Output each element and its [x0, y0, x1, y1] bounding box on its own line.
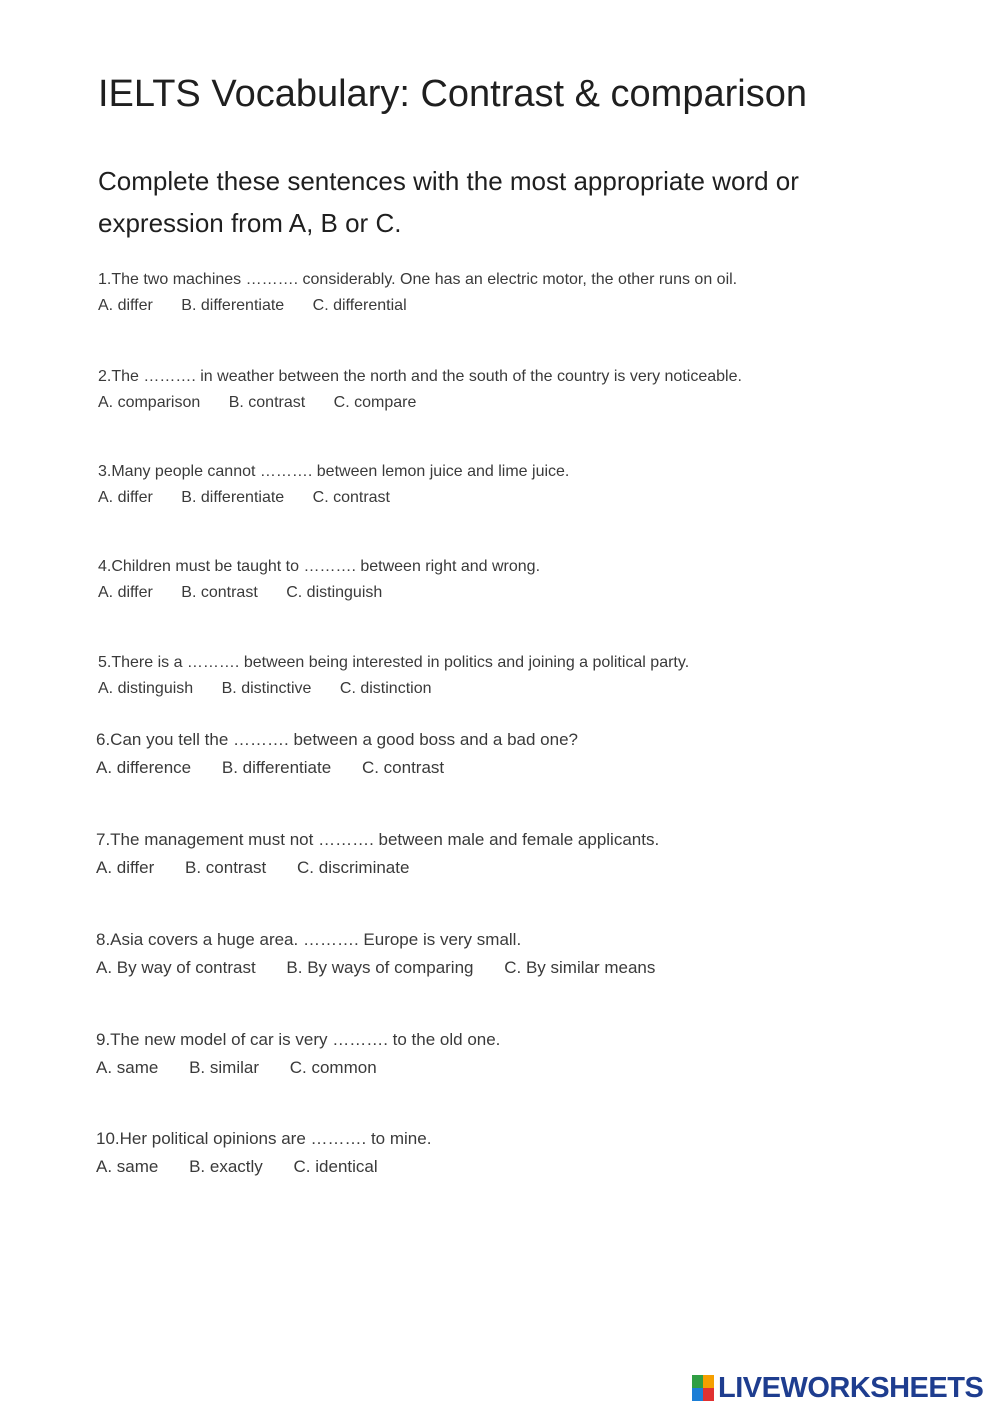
question-5 [98, 653, 918, 699]
question-10 [96, 1129, 916, 1177]
option-c[interactable]: C. contrast [361, 758, 445, 777]
option-c[interactable]: C. compare [333, 394, 417, 411]
option-a[interactable]: A. difference [96, 758, 192, 777]
option-a[interactable]: A. same [96, 1058, 159, 1077]
question-1 [98, 270, 918, 316]
question-text: 3.Many people cannot ………. between lemon juice and lime juice. [98, 463, 570, 480]
liveworksheets-icon [692, 1375, 714, 1401]
option-a[interactable]: A. differ [96, 858, 155, 877]
question-text: 7.The management must not ………. between male and female applicants. [96, 830, 660, 849]
answer-options [96, 1058, 916, 1078]
question-2 [98, 367, 918, 413]
question-text: 6.Can you tell the ………. between a good boss and a bad one? [96, 730, 578, 749]
option-b[interactable]: B. contrast [181, 584, 258, 601]
question-text: 10.Her political opinions are ………. to mine. [96, 1129, 432, 1148]
question-text: 8.Asia covers a huge area. ………. Europe is very small. [96, 930, 522, 949]
option-a[interactable]: A. differ [98, 489, 153, 506]
option-a[interactable]: A. differ [98, 584, 153, 601]
question-7 [96, 830, 916, 878]
option-b[interactable]: B. contrast [185, 858, 267, 877]
brand-name: LIVEWORKSHEETS [718, 1371, 984, 1404]
option-c[interactable]: C. distinction [339, 680, 432, 697]
answer-options [98, 679, 918, 699]
logo-square-red [703, 1388, 714, 1401]
answer-options [96, 858, 916, 878]
question-6 [96, 730, 916, 778]
option-a[interactable]: A. differ [98, 297, 153, 314]
question-3 [98, 462, 918, 508]
answer-options [98, 393, 918, 413]
answer-options [96, 758, 916, 778]
option-a[interactable]: A. By way of contrast [96, 958, 256, 977]
option-c[interactable]: C. By similar means [504, 958, 656, 977]
instructions: Complete these sentences with the most appropriate word or expression from A, B or C. [98, 166, 799, 238]
option-b[interactable]: B. differentiate [181, 489, 285, 506]
answer-options [98, 488, 918, 508]
answer-options [96, 1157, 916, 1177]
option-b[interactable]: B. distinctive [221, 680, 312, 697]
answer-options [98, 583, 918, 603]
option-c[interactable]: C. identical [293, 1157, 378, 1176]
logo-square-green [692, 1375, 703, 1388]
logo-square-blue [692, 1388, 703, 1401]
option-a[interactable]: A. comparison [98, 394, 201, 411]
question-8 [96, 930, 916, 978]
question-text: 1.The two machines ………. considerably. One has an electric motor, the other runs on oil. [98, 271, 738, 288]
answer-options [96, 958, 916, 978]
logo-square-orange [703, 1375, 714, 1388]
question-9 [96, 1030, 916, 1078]
answer-options [98, 296, 918, 316]
option-c[interactable]: C. differential [312, 297, 407, 314]
option-b[interactable]: B. By ways of comparing [286, 958, 474, 977]
question-text: 5.There is a ………. between being interested in politics and joining a political party. [98, 654, 690, 671]
option-a[interactable]: A. distinguish [98, 680, 194, 697]
option-b[interactable]: B. differentiate [181, 297, 285, 314]
liveworksheets-logo[interactable] [692, 1372, 983, 1404]
question-4 [98, 557, 918, 603]
option-b[interactable]: B. similar [189, 1058, 259, 1077]
option-c[interactable]: C. common [289, 1058, 377, 1077]
option-c[interactable]: C. distinguish [286, 584, 383, 601]
option-b[interactable]: B. contrast [228, 394, 306, 411]
option-c[interactable]: C. contrast [312, 489, 390, 506]
question-text: 2.The ………. in weather between the north and the south of the country is very noticeable. [98, 368, 742, 385]
option-b[interactable]: B. differentiate [221, 758, 332, 777]
option-a[interactable]: A. same [96, 1157, 159, 1176]
question-text: 9.The new model of car is very ………. to the old one. [96, 1030, 501, 1049]
question-text: 4.Children must be taught to ………. between right and wrong. [98, 558, 541, 575]
option-c[interactable]: C. discriminate [297, 858, 410, 877]
option-b[interactable]: B. exactly [189, 1157, 263, 1176]
worksheet-title: IELTS Vocabulary: Contrast & comparison [98, 73, 807, 115]
